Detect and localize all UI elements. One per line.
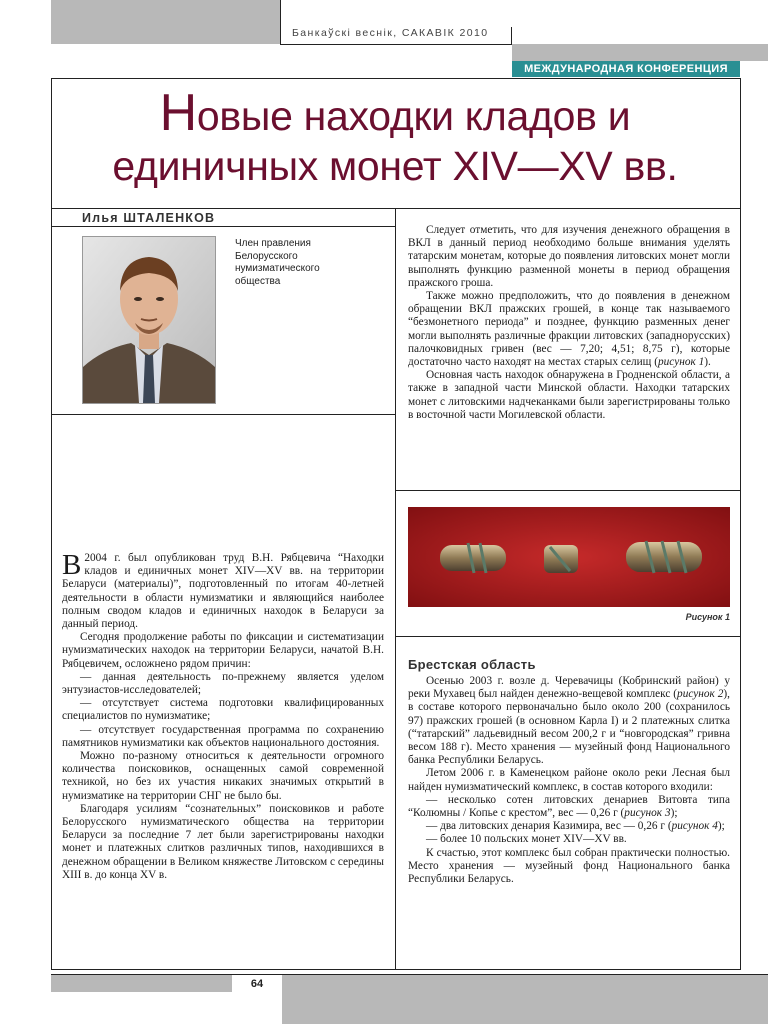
list-item: — отсутствует государственная программа по сохранению памятников нумизматики как объектов национального достояния.: [62, 723, 384, 749]
footer-rule: [51, 974, 768, 975]
paragraph-text: — два литовских денария Казимира, вес — 0,26 г (: [426, 820, 672, 833]
photo-block-rule: [51, 414, 395, 415]
paragraph-text: ), в составе которого первоначально было около 200 (сохранилось 97) пражских грошей (в основном Карла I) и 2 платежных слитка (“татарский” ладьевидный весом 200,2 г и “новгородская” гривна весом 188 г). Место хранения — музейный фонд Национального банка Республики Беларусь.: [408, 688, 730, 767]
ingots-photo: [408, 507, 730, 607]
title-line1: овые находки кладов и: [196, 93, 631, 139]
article-title: [60, 84, 730, 191]
list-item: [408, 794, 730, 820]
section-heading-brest: Брестская область: [408, 657, 536, 672]
list-item: — отсутствует система подготовки квалифицированных специалистов по нумизматике;: [62, 697, 384, 723]
paragraph: Основная часть находок обнаружена в Гродненской области, а также в западной части Минской области. Находки татарских монет с литовскими надчеканками были зарегистрированы только в восточной части Могилевской области.: [408, 369, 730, 421]
list-item: [408, 820, 730, 833]
left-column-text: [62, 549, 384, 882]
title-rule: [51, 208, 741, 209]
figure-reference: рисунок 3: [624, 807, 671, 820]
author-caption: Член правления Белорусского нумизматического общества: [235, 238, 320, 287]
paragraph-intro: [62, 549, 384, 631]
figure-reference: рисунок 1: [657, 356, 705, 369]
paragraph: Благодаря усилиям “сознательных” поисковиков и работе Белорусского нумизматического общества на территории Беларуси за последние 7 лет были зарегистрированы находки монет и платежных слитков различных типов, находившихся в денежном обращении в Великом княжестве Литовском с середины XIII в. до конца XV в.: [62, 802, 384, 881]
figure-top-rule: [395, 490, 741, 491]
paragraph-text: Осенью 2003 г. возле д. Черевачицы (Кобринский район) у реки Мухавец был найден денежно-вещевой комплекс (: [408, 675, 730, 701]
paragraph: Сегодня продолжение работы по фиксации и систематизации нумизматических находок на территории Беларуси, начатой В.Н. Рябцевичем, осложнено рядом причин:: [62, 631, 384, 670]
paragraph: К счастью, этот комплекс был собран практически полностью. Место хранения — музейный фонд Национального банка Республики Беларусь.: [408, 846, 730, 886]
figure-bottom-rule: [395, 636, 741, 637]
paragraph-text: );: [670, 807, 678, 820]
header-band-right: [512, 44, 768, 61]
paragraph-text: — несколько сотен литовских денариев Витовта типа “Колюмны / Копье с крестом”, вес — 0,26 г (: [408, 793, 730, 820]
author-rule: [51, 226, 395, 227]
header-divider: [280, 0, 281, 44]
title-capital: Н: [159, 84, 197, 142]
column-divider: [395, 208, 396, 970]
right-column-text: [408, 224, 730, 422]
header-divider-right: [511, 27, 512, 44]
header-band-left: [51, 0, 280, 44]
figure-1-image: [408, 507, 730, 607]
footer-band-left: [51, 975, 232, 992]
paragraph: [408, 675, 730, 767]
figure-reference: рисунок 2: [677, 688, 724, 701]
figure-reference: рисунок 4: [671, 820, 718, 833]
page-number: 64: [232, 975, 282, 992]
paragraph: Следует отметить, что для изучения денежного обращения в ВКЛ в данный период необходимо больше внимания уделять татарским монетам, которые до появления литовских монет могли выполнять функцию разменной монеты в период обращения пражского гроша.: [408, 224, 730, 289]
paragraph: [408, 290, 730, 369]
paragraph-text: );: [717, 820, 725, 833]
section-badge: МЕЖДУНАРОДНАЯ КОНФЕРЕНЦИЯ: [512, 61, 740, 77]
author-photo: [82, 236, 216, 404]
header-rule: [280, 44, 512, 45]
paragraph: Можно по-разному относиться к деятельности огромного количества поисковиков, оснащенных самой современной техникой, но без их участия никаких значимых открытий в нумизматике на территории СНГ не было бы.: [62, 750, 384, 802]
brest-section-text: [408, 675, 730, 886]
journal-title: Банкаўскі веснік, САКАВІК 2010: [292, 27, 489, 39]
figure-caption: Рисунок 1: [685, 612, 730, 622]
author-name: Илья ШТАЛЕНКОВ: [82, 211, 216, 225]
drop-cap: В: [62, 549, 82, 581]
footer-band-right: [282, 975, 768, 1024]
paragraph-text: ).: [704, 356, 711, 369]
list-item: — данная деятельность по-прежнему является уделом энтузиастов-исследователей;: [62, 670, 384, 697]
paragraph-text: Также можно предположить, что до появления в денежном обращении ВКЛ пражских грошей, в конце так называемого “безмонетного периода” и позднее, функцию разменных денег могли выполнять различные фракции литовских (западнорусских) палочковидных гривен (вес — 7,20; 4,51; 8,75 г), которые достаточно часто находят на местах старых селищ (: [408, 290, 730, 369]
list-item: — более 10 польских монет XIV—XV вв.: [426, 833, 627, 846]
paragraph-intro-text: 2004 г. был опубликован труд В.Н. Рябцевича “Находки кладов и единичных монет XIV—XV вв. на территории Беларуси (материалы)”, подготовленный по итогам 40-летней деятельности в области нумизматики и являющийся наиболее полным сводом кладов и единичных находок в Беларуси за данный период.: [62, 552, 384, 631]
title-line2: единичных монет XIV—XV вв.: [112, 143, 678, 189]
author-portrait-image: [83, 237, 215, 403]
paragraph: Летом 2006 г. в Каменецком районе около реки Лесная был найден нумизматический комплекс, в состав которого входили:: [408, 767, 730, 793]
